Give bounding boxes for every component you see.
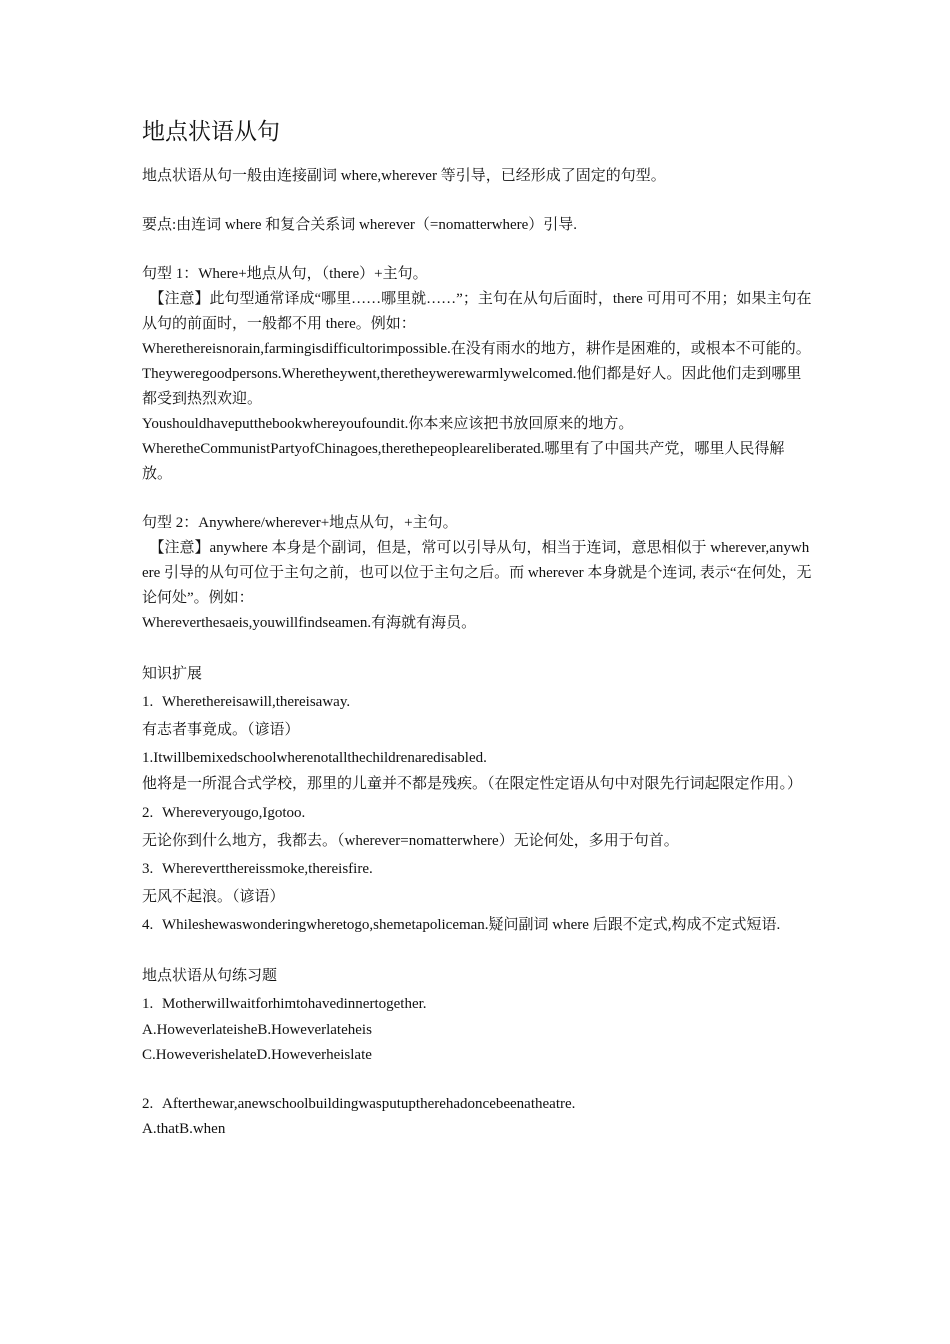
pattern1-example: WheretheCommunistPartyofChinagoes,therethepeopleareliberated.哪里有了中国共产党，哪里人民得解放。 (142, 441, 785, 482)
item-number: 1. (142, 694, 154, 710)
exercises-heading: 地点状语从句练习题 (142, 968, 278, 984)
extension-heading: 知识扩展 (142, 666, 203, 682)
exercise-question-2 (142, 1092, 812, 1117)
pattern1-example: Youshouldhaveputthebookwhereyoufoundit.你本来应该把书放回原来的地方。 (142, 416, 634, 432)
pattern2-note: 【注意】anywhere 本身是个副词，但是，常可以引导从句，相当于连词，意思相似于 wherever,anywhere 引导的从句可位于主句之前，也可以位于主句之后。而 wherever 本身就是个连词, 表示“在何处，无论何处”。例如： (142, 540, 812, 606)
extension-item-1-translation: 有志者事竟成。（谚语） (142, 722, 300, 738)
question-number: 1. (142, 996, 154, 1012)
pattern2-heading: 句型 2：Anywhere/wherever+地点从句，+主句。 (142, 515, 458, 531)
item-text: Wherevertthereissmoke,thereisfire. (162, 861, 373, 877)
intro-paragraph: 地点状语从句一般由连接副词 where,wherever 等引导，已经形成了固定的句型。 (142, 168, 666, 184)
item-number: 4. (142, 917, 154, 933)
exercise-2-options-ab: A.thatB.when (142, 1121, 226, 1137)
exercise-1-options-cd: C.HoweverishelateD.Howeverheislate (142, 1047, 372, 1063)
item-text: Whileshewaswonderingwheretogo,shemetapoliceman.疑问副词 where 后跟不定式,构成不定式短语. (162, 917, 781, 933)
document-page (142, 116, 812, 1142)
pattern1-example: Wherethereisnorain,farmingisdifficultorimpossible.在没有雨水的地方，耕作是困难的，或根本不可能的。 (142, 341, 811, 357)
extension-item-1b: 1.Itwillbemixedschoolwherenotallthechildrenaredisabled. (142, 750, 487, 766)
question-number: 2. (142, 1096, 154, 1112)
pattern2-example: Whereverthesaeis,youwillfindseamen.有海就有海员。 (142, 615, 477, 631)
item-text: Whereveryougo,Igotoo. (162, 805, 306, 821)
exercise-question-1 (142, 990, 812, 1018)
item-number: 3. (142, 861, 154, 877)
extension-item-1b-translation: 他将是一所混合式学校，那里的儿童并不都是残疾。（在限定性定语从句中对限先行词起限定作用。） (142, 776, 803, 792)
pattern1-example: Theyweregoodpersons.Wheretheywent,theretheywerewarmlywelcomed.他们都是好人。因此他们走到哪里都受到热烈欢迎。 (142, 366, 802, 407)
extension-item-3-translation: 无风不起浪。（谚语） (142, 889, 285, 905)
extension-item-2-translation: 无论你到什么地方，我都去。（wherever=nomatterwhere）无论何处，多用于句首。 (142, 833, 679, 849)
extension-item-1 (142, 688, 812, 716)
question-text: Afterthewar,anewschoolbuildingwasputuptherehadoncebeenatheatre. (162, 1096, 576, 1112)
pattern1-heading: 句型 1：Where+地点从句，（there）+主句。 (142, 266, 428, 282)
item-text: Wherethereisawill,thereisaway. (162, 694, 351, 710)
item-number: 2. (142, 805, 154, 821)
exercise-1-options-ab: A.HoweverlateisheB.Howeverlateheis (142, 1022, 372, 1038)
key-point-paragraph: 要点:由连词 where 和复合关系词 wherever（=nomatterwhere）引导. (142, 217, 578, 233)
extension-item-4 (142, 913, 812, 938)
doc-title: 地点状语从句 (142, 119, 280, 144)
question-text: Motherwillwaitforhimtohavedinnertogether. (162, 996, 427, 1012)
extension-item-3 (142, 855, 812, 883)
extension-item-2 (142, 799, 812, 827)
pattern1-note: 【注意】此句型通常译成“哪里……哪里就……”；主句在从句后面时，there 可用可不用；如果主句在从句的前面时，一般都不用 there。例如： (142, 291, 812, 332)
